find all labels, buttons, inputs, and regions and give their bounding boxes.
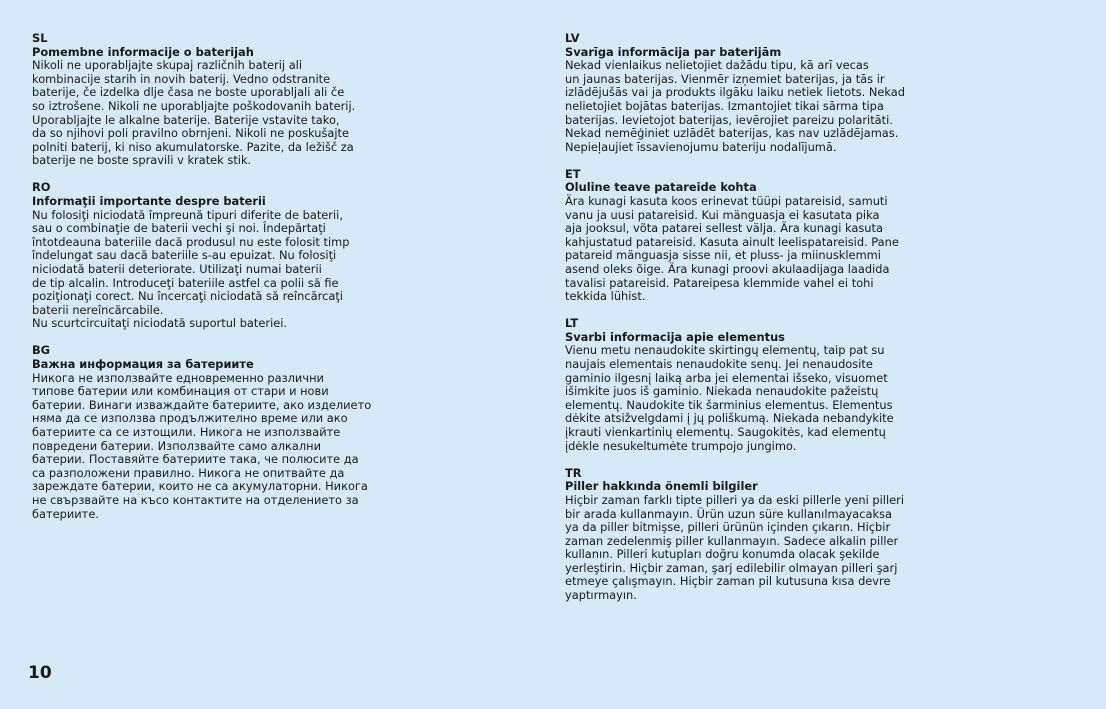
section-et [565,168,915,304]
section-text: Nu folosiţi niciodată împreună tipuri diferite de baterii, sau o combinaţie de baterii vechi şi noi. Îndepărtaţi întotdeauna bateriile dacă produsul nu este folosit timp îndelungat sau dacă bateriile s-au epuizat. Nu folosiţi niciodată baterii deteriorate. Utilizaţi numai baterii de tip alcalin. Introduceţi bateriile astfel ca polii să fie poziţionaţi corect. Nu încercaţi niciodată să reîncărcaţi baterii nereîncărcabile. Nu scurtcircuitaţi niciodată suportul bateriei. [32,207,350,331]
section-lv [565,32,915,154]
page-number: 10 [28,663,52,683]
section-heading: Informaţii importante despre baterii [32,194,266,209]
section-tr [565,467,915,603]
language-code: TR [565,465,582,480]
language-code: BG [32,343,51,358]
section-heading: Svarbi informacija apie elementus [565,329,785,344]
section-bg [32,344,382,521]
section-heading: Svarīga informācija par baterijām [565,44,782,59]
section-heading: Важна информация за батериите [32,357,254,372]
section-text: Hiçbir zaman farklı tipte pilleri ya da eski pillerle yeni pilleri bir arada kullanmayın. Ürün uzun süre kullanılmayacaksa ya da piller bitmişse, pilleri ürünün içinden çıkarın. Hiçbir zaman zedelenmiş piller kullanmayın. Sadece alkalin piller kullanın. Pilleri kutupları doğru konumda olacak şekilde yerleştirin. Hiçbir zaman, şarj edilebilir olmayan pilleri şarj etmeye çalışmayın. Hiçbir zaman pil kutusuna kısa devre yaptırmayın. [565,492,904,603]
right-column [565,32,915,616]
section-heading: Piller hakkında önemli bilgiler [565,479,758,494]
section-heading: Oluline teave patareide kohta [565,180,757,195]
section-lt [565,317,915,453]
section-text: Nekad vienlaikus nelietojiet dažādu tipu, kā arī vecas un jaunas baterijas. Vienmēr izņemiet baterijas, ja tās ir izlādējušās vai ja produkts ilgāku laiku netiek lietots. Nekad nelietojiet bojātas baterijas. Izmantojiet tikai sārma tipa baterijas. Ievietojot baterijas, ievērojiet pareizu polaritāti. Nekad nemēģiniet uzlādēt baterijas, kas nav uzlādējamas. Nepieļaujiet īssavienojumu bateriju nodalījumā. [565,58,906,154]
section-heading: Pomembne informacije o baterijah [32,44,254,59]
section-sl [32,32,382,168]
section-text: Nikoli ne uporabljajte skupaj različnih baterij ali kombinacije starih in novih baterij. Vedno odstranite baterije, če izdelka dlje časa ne boste uporabljali ali če so iztrošene. Nikoli ne uporabljajte poškodovanih baterij. Uporabljajte le alkalne baterije. Baterije vstavite tako, da so njihovi poli pravilno obrnjeni. Nikoli ne poskušajte polniti baterij, ki niso akumulatorske. Pazite, da ležišč za baterije ne boste spravili v kratek stik. [32,58,356,168]
left-column [32,32,382,535]
language-code: SL [32,31,48,45]
language-code: RO [32,180,51,195]
language-code: ET [565,166,581,181]
section-ro [32,181,382,331]
section-text: Никога не използвайте едновременно различни типове батерии или комбинация от стари и нови батерии. Винаги изваждайте батериите, ако изделието няма да се използва продължително време или ако батериите са се изтощили. Никога не използвайте повредени батерии. Използвайте само алкални батерии. Поставяйте батериите така, че полюсите да са разположени правилно. Никога не опитвайте да зареждате батерии, които не са акумулаторни. Никога не свързвайте на късо контактите на отделението за батериите. [32,370,372,521]
section-text: Ära kunagi kasuta koos erinevat tüüpi patareisid, samuti vanu ja uusi patareisid. Kui mänguasja ei kasutata pika aja jooksul, võta patarei sellest välja. Ära kunagi kasuta kahjustatud patareisid. Kasuta ainult leelispatareisid. Pane patareid mänguasja sisse nii, et pluss- ja miinusklemmi asend oleks õige. Ära kunagi proovi akulaadijaga laadida tavalisi patareisid. Patareipesa klemmide vahel ei tohi tekkida lühist. [565,194,899,304]
section-text: Vienu metu nenaudokite skirtingų elementų, taip pat su naujais elementais nenaudokite senų. Jei nenaudosite gaminio ilgesnį laiką arba jei elementai išseko, visuomet išimkite juos iš gaminio. Niekada nenaudokite pažeistų elementų. Naudokite tik šarminius elementus. Elementus dėkite atsižvelgdami į jų poliškumą. Niekada nebandykite įkrauti vienkartinių elementų. Saugokitės, kad elementų įdėkle nesukeltumėte trumpojo jungimo. [565,343,894,453]
language-code: LV [565,31,580,45]
language-code: LT [565,316,579,331]
